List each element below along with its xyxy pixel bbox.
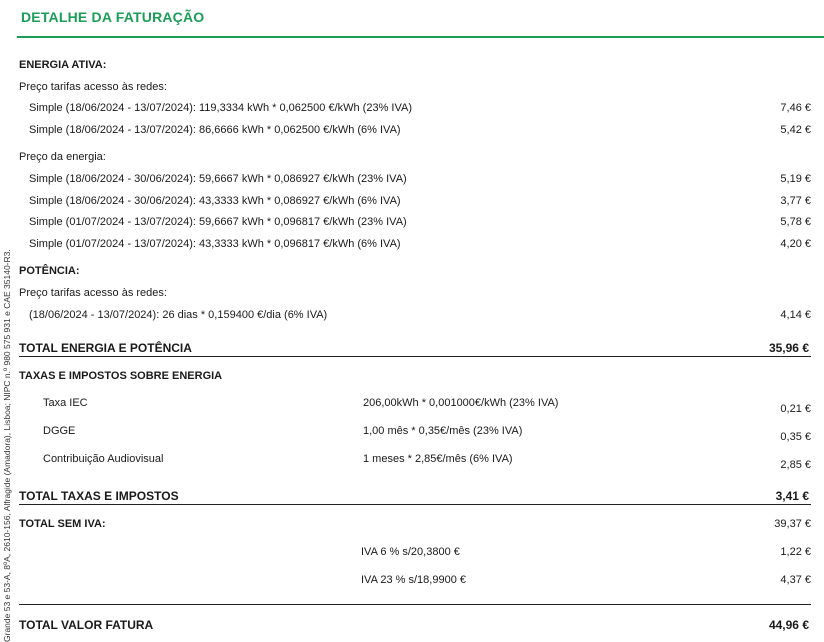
iva-label: IVA 23 % s/18,9900 €	[361, 574, 466, 586]
total-sem-iva-amount: 39,37 €	[774, 518, 811, 530]
tax-calc: 1 meses * 2,85€/mês (6% IVA)	[363, 453, 513, 465]
line-item-amount: 3,77 €	[780, 195, 811, 207]
tax-name: Taxa IEC	[43, 397, 88, 409]
total-taxas-label: TOTAL TAXAS E IMPOSTOS	[19, 489, 179, 503]
title-divider	[17, 36, 824, 38]
line-item-amount: 5,42 €	[780, 124, 811, 136]
potencia-redes-label: Preço tarifas acesso às redes:	[19, 287, 167, 299]
iva-label: IVA 6 % s/20,3800 €	[361, 546, 460, 558]
tax-calc: 1,00 mês * 0,35€/mês (23% IVA)	[363, 425, 523, 437]
energia-label: Preço da energia:	[19, 151, 106, 163]
tax-amount: 0,21 €	[780, 403, 811, 415]
total-fatura-amount: 44,96 €	[768, 618, 809, 632]
total-energia-amount: 35,96 €	[768, 341, 809, 355]
line-item-amount: 7,46 €	[780, 102, 811, 114]
tax-name: DGGE	[43, 425, 76, 437]
divider	[19, 604, 811, 605]
divider	[19, 356, 811, 357]
line-item-desc: Simple (18/06/2024 - 30/06/2024): 59,6667 kWh * 0,086927 €/kWh (23% IVA)	[29, 173, 407, 185]
line-item-amount: 5,19 €	[780, 173, 811, 185]
line-item-amount: 5,78 €	[780, 216, 811, 228]
taxas-heading: TAXAS E IMPOSTOS SOBRE ENERGIA	[19, 370, 223, 382]
line-item-desc: (18/06/2024 - 13/07/2024): 26 dias * 0,159400 €/dia (6% IVA)	[29, 309, 328, 321]
line-item-desc: Simple (18/06/2024 - 13/07/2024): 119,3334 kWh * 0,062500 €/kWh (23% IVA)	[29, 102, 412, 114]
line-item-amount: 4,14 €	[780, 309, 811, 321]
potencia-heading: POTÊNCIA:	[19, 265, 80, 277]
total-energia-label: TOTAL ENERGIA E POTÊNCIA	[19, 341, 192, 355]
tax-name: Contribuição Audiovisual	[43, 453, 164, 465]
iva-amount: 1,22 €	[780, 546, 811, 558]
tax-amount: 0,35 €	[780, 431, 811, 443]
line-item-desc: Simple (18/06/2024 - 13/07/2024): 86,6666 kWh * 0,062500 €/kWh (6% IVA)	[29, 124, 401, 136]
line-item-desc: Simple (01/07/2024 - 13/07/2024): 59,6667 kWh * 0,096817 €/kWh (23% IVA)	[29, 216, 407, 228]
line-item-desc: Simple (18/06/2024 - 30/06/2024): 43,3333 kWh * 0,086927 €/kWh (6% IVA)	[29, 195, 401, 207]
page-title: DETALHE DA FATURAÇÃO	[21, 9, 205, 25]
line-item-amount: 4,20 €	[780, 238, 811, 250]
total-fatura-label: TOTAL VALOR FATURA	[19, 618, 154, 632]
iva-amount: 4,37 €	[780, 574, 811, 586]
divider	[19, 504, 811, 505]
total-taxas-amount: 3,41 €	[775, 489, 809, 503]
line-item-desc: Simple (01/07/2024 - 13/07/2024): 43,3333 kWh * 0,096817 €/kWh (6% IVA)	[29, 238, 401, 250]
tax-calc: 206,00kWh * 0,001000€/kWh (23% IVA)	[363, 397, 559, 409]
company-address-side-text: Grande 53 e 53-A, 8ºA, 2610-156, Alfragide (Amadora), Lisboa; NIPC n.º 980 575 931 e CAE 35140-R3.	[2, 249, 12, 642]
tax-amount: 2,85 €	[780, 459, 811, 471]
total-sem-iva-label: TOTAL SEM IVA:	[19, 518, 106, 530]
redes-label: Preço tarifas acesso às redes:	[19, 81, 167, 93]
energia-ativa-heading: ENERGIA ATIVA:	[19, 59, 107, 71]
